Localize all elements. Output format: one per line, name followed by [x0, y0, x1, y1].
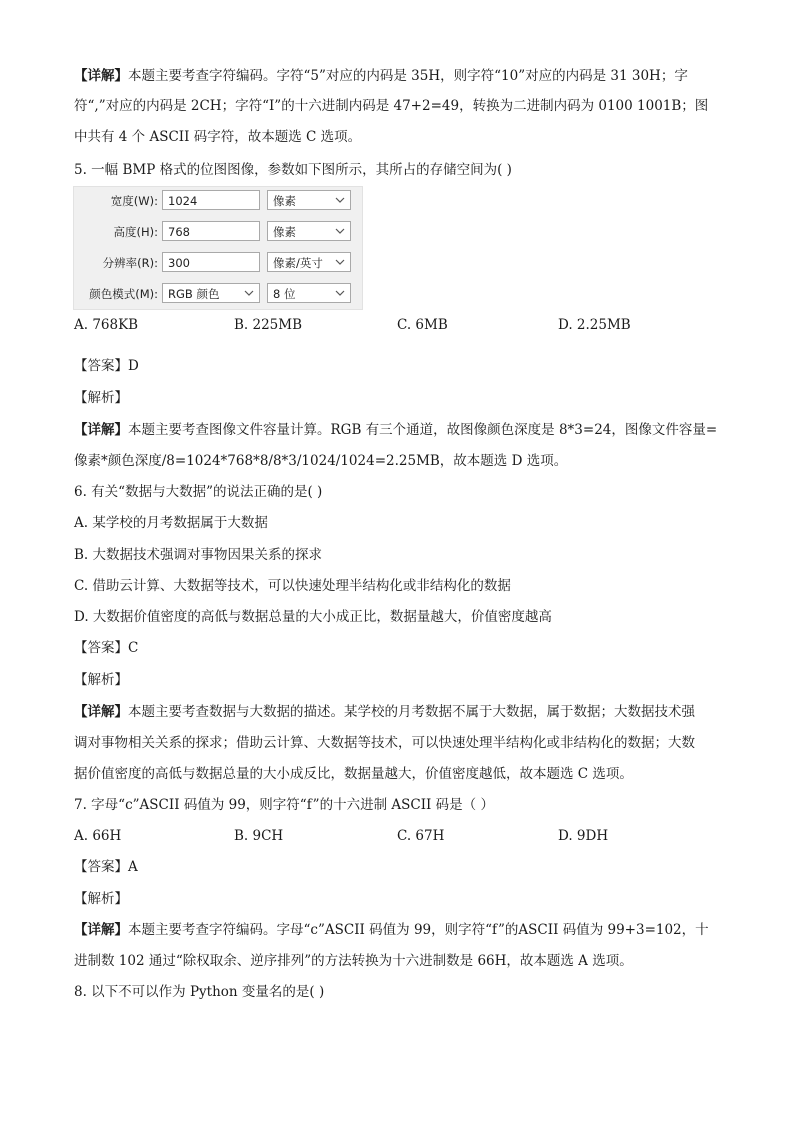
resolution-label: 分辨率(R): [102, 256, 158, 270]
q8-stem: 8. 以下不可以作为 Python 变量名的是( ) [74, 984, 325, 1000]
width-unit-select[interactable] [267, 190, 351, 210]
detail-tag: 【详解】 [74, 922, 128, 938]
resolution-unit-value: 像素/英寸 [273, 256, 323, 270]
detail-text: 本题主要考查图像文件容量计算。RGB 有三个通道，故图像颜色深度是 8*3=24，图像文件容量= [128, 422, 718, 438]
q5-option-c: C. 6MB [397, 317, 448, 333]
q6-detail-line: 调对事物相关关系的探求；借助云计算、大数据等技术，可以快速处理半结构化或非结构化的数据；大数 [74, 735, 695, 751]
question-5-stem: 5. 一幅 BMP 格式的位图图像，参数如下图所示，其所占的存储空间为( ) [74, 162, 512, 178]
detail-text: 本题主要考查数据与大数据的描述。某学校的月考数据不属于大数据，属于数据；大数据技术强 [128, 704, 695, 720]
bit-depth-value: 8 位 [273, 287, 296, 301]
bit-depth-select[interactable] [267, 283, 351, 303]
q6-stem: 6. 有关“数据与大数据”的说法正确的是( ) [74, 484, 323, 500]
color-mode-label: 颜色模式(M): [89, 287, 158, 301]
detail-tag: 【详解】 [74, 422, 128, 438]
q7-stem: 7. 字母“c”ASCII 码值为 99，则字符“f”的十六进制 ASCII 码是（ ） [74, 797, 494, 813]
width-label: 宽度(W): [110, 194, 158, 208]
q6-analysis-label: 【解析】 [74, 672, 128, 688]
q6-option-a: A. 某学校的月考数据属于大数据 [74, 515, 268, 531]
q7-option-c: C. 67H [397, 828, 445, 844]
q6-option-c: C. 借助云计算、大数据等技术，可以快速处理半结构化或非结构化的数据 [74, 578, 511, 594]
height-label: 高度(H): [113, 225, 158, 239]
q7-analysis-label: 【解析】 [74, 891, 128, 907]
q6-detail-line [74, 702, 724, 722]
q7-detail-line [74, 920, 724, 940]
detail-text: 本题主要考查字符编码。字符“5”对应的内码是 35H，则字符“10”对应的内码是 31 30H；字 [128, 68, 688, 84]
image-size-dialog [73, 186, 363, 310]
detail-line: 中共有 4 个 ASCII 码字符，故本题选 C 选项。 [74, 129, 362, 145]
chevron-down-icon [335, 194, 345, 206]
height-unit-value: 像素 [273, 225, 296, 239]
q7-option-d: D. 9DH [558, 828, 609, 844]
q7-option-b: B. 9CH [234, 828, 284, 844]
chevron-down-icon [335, 287, 345, 299]
q7-detail-line: 进制数 102 通过“除权取余、逆序排列”的方法转换为十六进制数是 66H，故本题选 A 选项。 [74, 953, 633, 969]
q5-option-a: A. 768KB [74, 317, 139, 333]
detail-line [74, 66, 724, 86]
q6-option-b: B. 大数据技术强调对事物因果关系的探求 [74, 547, 323, 563]
chevron-down-icon [335, 225, 345, 237]
color-mode-value: RGB 颜色 [168, 287, 220, 301]
q6-answer: 【答案】C [74, 640, 139, 656]
q5-option-d: D. 2.25MB [558, 317, 631, 333]
width-input[interactable]: 1024 [162, 190, 260, 210]
detail-text: 本题主要考查字符编码。字母“c”ASCII 码值为 99，则字符“f”的ASCII 码值为 99+3=102，十 [128, 922, 709, 938]
resolution-unit-select[interactable] [267, 252, 351, 272]
q7-answer: 【答案】A [74, 859, 138, 875]
q5-answer: 【答案】D [74, 358, 139, 374]
height-unit-select[interactable] [267, 221, 351, 241]
chevron-down-icon [244, 287, 254, 299]
detail-tag: 【详解】 [74, 704, 128, 720]
q5-detail-line: 像素*颜色深度/8=1024*768*8/8*3/1024/1024=2.25MB，故本题选 D 选项。 [74, 453, 568, 469]
q7-option-a: A. 66H [74, 828, 122, 844]
chevron-down-icon [335, 256, 345, 268]
q5-option-b: B. 225MB [234, 317, 303, 333]
resolution-input[interactable]: 300 [162, 252, 260, 272]
q5-analysis-label: 【解析】 [74, 390, 128, 406]
width-unit-value: 像素 [273, 194, 296, 208]
q5-detail-line [74, 420, 724, 440]
height-input[interactable]: 768 [162, 221, 260, 241]
detail-tag: 【详解】 [74, 68, 128, 84]
q6-option-d: D. 大数据价值密度的高低与数据总量的大小成正比，数据量越大，价值密度越高 [74, 609, 552, 625]
color-mode-select[interactable] [162, 283, 260, 303]
detail-line: 符“,”对应的内码是 2CH；字符“I”的十六进制内码是 47+2=49，转换为二进制内码为 0100 1001B；图 [74, 98, 709, 114]
q6-detail-line: 据价值密度的高低与数据总量的大小成反比，数据量越大，价值密度越低，故本题选 C 选项。 [74, 766, 633, 782]
